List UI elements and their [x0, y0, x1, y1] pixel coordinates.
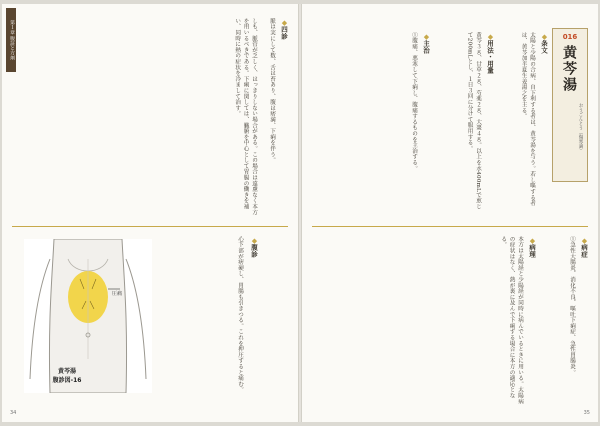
section-diamond-icon: ◆: [580, 236, 589, 246]
byori-heading: ◆病理: [528, 236, 537, 258]
section-diamond-icon: ◆: [250, 236, 259, 246]
figure-caption: [52, 366, 82, 384]
formula-title-box: [552, 28, 588, 182]
figure-caption-title: 黄芩湯: [57, 368, 76, 375]
right-page-number: 35: [583, 410, 590, 416]
mid-rule: [12, 226, 288, 227]
formula-title: 黄芩湯: [561, 45, 577, 93]
jobun-heading: ◆条文: [540, 32, 549, 54]
figure-caption-number: 腹診図-16: [52, 377, 82, 384]
main-text: しも、脈管が乏しく、はっきりしない場合がある。この場合は遠慮なく本方を用いるべきである。下痢に関しては、臓腑を中心として胃腸の働きを補い、同時に熱の症状を冷まして治す。: [234, 18, 257, 216]
section-diamond-icon: ◆: [486, 32, 495, 42]
chapter-tab[interactable]: 第１章 腹証と方剤: [6, 8, 16, 72]
shuchi-text: ①腹痛、悪寒して下痢し、腹痛するものを主治する。: [411, 32, 417, 172]
left-page: [2, 4, 298, 422]
right-page: [302, 4, 598, 422]
formula-number: 016: [562, 33, 578, 41]
left-page-number: 34: [10, 410, 17, 416]
mid-rule: [312, 226, 588, 227]
byosho-text: ①急性大腸炎、消化不良、嘔吐下痢症、急性胃腸炎。: [569, 236, 575, 376]
fukusho-text: 心下部が痞硬し、胃腸も引きつる。これを押圧すると痛む。: [237, 236, 243, 393]
section-diamond-icon: ◆: [540, 32, 549, 42]
shidan-heading: ◆四診: [280, 18, 289, 40]
shuchi-heading: ◆主治: [422, 32, 431, 54]
abdominal-figure: [24, 239, 152, 393]
abdomen-illustration: [24, 239, 152, 393]
yoho-text: 黄芩３ｇ、甘草２ｇ、芍薬２ｇ、大棗４ｇ。以上を水400mLで煎じて200mLとし、１日３回に分けて服用する。: [466, 32, 481, 210]
section-diamond-icon: ◆: [422, 32, 431, 42]
pressure-label: 圧痛: [112, 291, 123, 297]
formula-subtitle: おうごんとう（傷寒論）: [578, 103, 583, 153]
section-diamond-icon: ◆: [528, 236, 537, 246]
byori-text: 本方は太陽経と少陽経が同時に病んでいるときに用いる。太陽病の症状はなく、熱が裏に及んで下痢する場合に本方の適応となる。: [500, 236, 523, 405]
diag-text: 脈は実にして数、舌は苔あり、腹は痞満、下痢を伴う。: [269, 18, 275, 163]
byosho-heading: ◆病症: [580, 236, 589, 258]
yoho-heading: ◆用法・用量: [486, 32, 495, 74]
jobun-text: 太陽と少陽の合病、自下利する者は、黄芩湯を与う。若し嘔する者は、黄芩加半夏生姜湯之を主る。: [520, 32, 535, 206]
fukusho-heading: ◆腹診: [250, 236, 259, 258]
section-diamond-icon: ◆: [280, 18, 289, 28]
